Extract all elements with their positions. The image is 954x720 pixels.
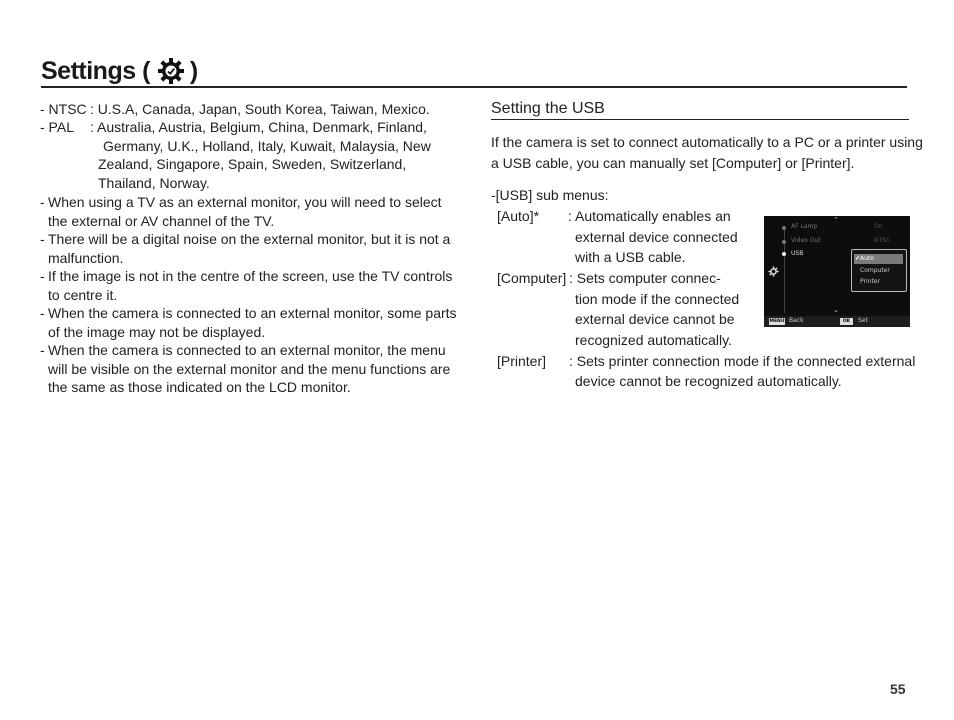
computer-desc-line: tion mode if the connected xyxy=(575,291,740,307)
note-line: When using a TV as an external monitor, you will need to select xyxy=(48,194,442,210)
note-line: If the image is not in the centre of the screen, use the TV controls xyxy=(48,268,453,284)
chevron-up-icon: ⌃ xyxy=(833,216,839,224)
note-line: to centre it. xyxy=(48,286,118,303)
note-line: There will be a digital noise on the external monitor, but it is not a xyxy=(48,231,451,247)
printer-desc-line: : Sets printer connection mode if the connected external xyxy=(569,353,916,369)
menu-item-af-lamp: AF Lamp xyxy=(791,223,818,230)
auto-desc-line: with a USB cable. xyxy=(575,249,686,265)
note-item xyxy=(40,304,470,344)
note-item xyxy=(40,341,470,399)
note-line: will be visible on the external monitor and the menu functions are xyxy=(48,360,451,377)
camera-lcd-screenshot xyxy=(764,216,910,327)
pal-countries-line: Germany, U.K., Holland, Italy, Kuwait, Malaysia, New xyxy=(103,137,431,154)
menu-item-usb: USB xyxy=(791,250,804,257)
menu-item-video-out: Video Out xyxy=(791,237,821,244)
note-line: of the image may not be displayed. xyxy=(48,323,266,340)
pal-countries-line: Thailand, Norway. xyxy=(98,174,210,191)
bullet-dash: - xyxy=(40,231,45,247)
auto-desc-line: external device connected xyxy=(575,229,738,245)
note-line: When the camera is connected to an external monitor, some parts xyxy=(48,305,457,321)
popup-option-auto: ✔ Auto xyxy=(854,254,903,264)
pal-label: - PAL xyxy=(40,119,74,135)
computer-label: [Computer] xyxy=(497,270,567,286)
checkmark-icon: ✔ xyxy=(855,255,861,262)
pal-countries-line: Zealand, Singapore, Spain, Sweden, Switzerland, xyxy=(98,156,407,172)
camera-bottom-bar xyxy=(764,316,910,327)
page-title-close: ) xyxy=(189,56,198,85)
menu-button-glyph: MENU xyxy=(769,319,785,324)
menu-dot-active xyxy=(782,252,786,256)
back-label: Back xyxy=(789,317,804,324)
title-divider xyxy=(41,86,907,88)
auto-label: [Auto]* xyxy=(497,208,540,224)
usb-submenu-title: -[USB] sub menus: xyxy=(491,187,609,203)
usb-intro-line: a USB cable, you can manually set [Computer] or [Printer]. xyxy=(491,155,855,171)
note-line: the external or AV channel of the TV. xyxy=(48,212,275,229)
popup-option-printer: Printer xyxy=(860,278,880,285)
bullet-dash: - xyxy=(40,342,45,358)
bullet-dash: - xyxy=(40,194,45,210)
note-item xyxy=(40,230,470,270)
set-label: Set xyxy=(858,317,868,324)
usb-section-heading: Setting the USB xyxy=(491,100,605,117)
note-item xyxy=(40,267,470,307)
auto-desc-line: : Automatically enables an xyxy=(568,208,731,224)
ok-button-glyph: OK xyxy=(840,318,853,325)
usb-intro-line: If the camera is set to connect automatically to a PC or a printer using xyxy=(491,134,923,150)
note-item xyxy=(40,193,470,233)
note-line: When the camera is connected to an external monitor, the menu xyxy=(48,342,446,358)
computer-desc-line: recognized automatically. xyxy=(575,332,732,348)
gear-icon xyxy=(156,56,186,86)
chevron-down-icon: ⌄ xyxy=(833,306,839,314)
menu-value-af-lamp: On xyxy=(874,223,883,230)
ntsc-label: - NTSC xyxy=(40,101,87,117)
popup-option-computer: Computer xyxy=(860,267,890,274)
page-title-text: Settings ( xyxy=(41,56,150,85)
note-line: the same as those indicated on the LCD monitor. xyxy=(48,379,351,395)
ntsc-countries: : U.S.A, Canada, Japan, South Korea, Taiwan, Mexico. xyxy=(90,101,430,117)
computer-desc-line: : Sets computer connec- xyxy=(569,270,721,286)
bullet-dash: - xyxy=(40,268,45,284)
usb-options-popup xyxy=(851,249,907,292)
printer-desc-line: device cannot be recognized automatically. xyxy=(575,373,842,389)
computer-desc-line: external device cannot be xyxy=(575,311,735,327)
pal-countries-line: : Australia, Austria, Belgium, China, Denmark, Finland, xyxy=(90,119,427,135)
page-title xyxy=(41,56,198,86)
section-divider xyxy=(491,119,909,120)
page-number: 55 xyxy=(890,681,906,697)
note-line: malfunction. xyxy=(48,249,124,266)
menu-value-video-out: NTSC xyxy=(874,237,891,244)
menu-dot xyxy=(782,240,786,244)
menu-dot xyxy=(782,226,786,230)
settings-gear-icon xyxy=(768,262,779,281)
pal-entry xyxy=(40,118,470,193)
bullet-dash: - xyxy=(40,305,45,321)
printer-label: [Printer] xyxy=(497,353,547,369)
